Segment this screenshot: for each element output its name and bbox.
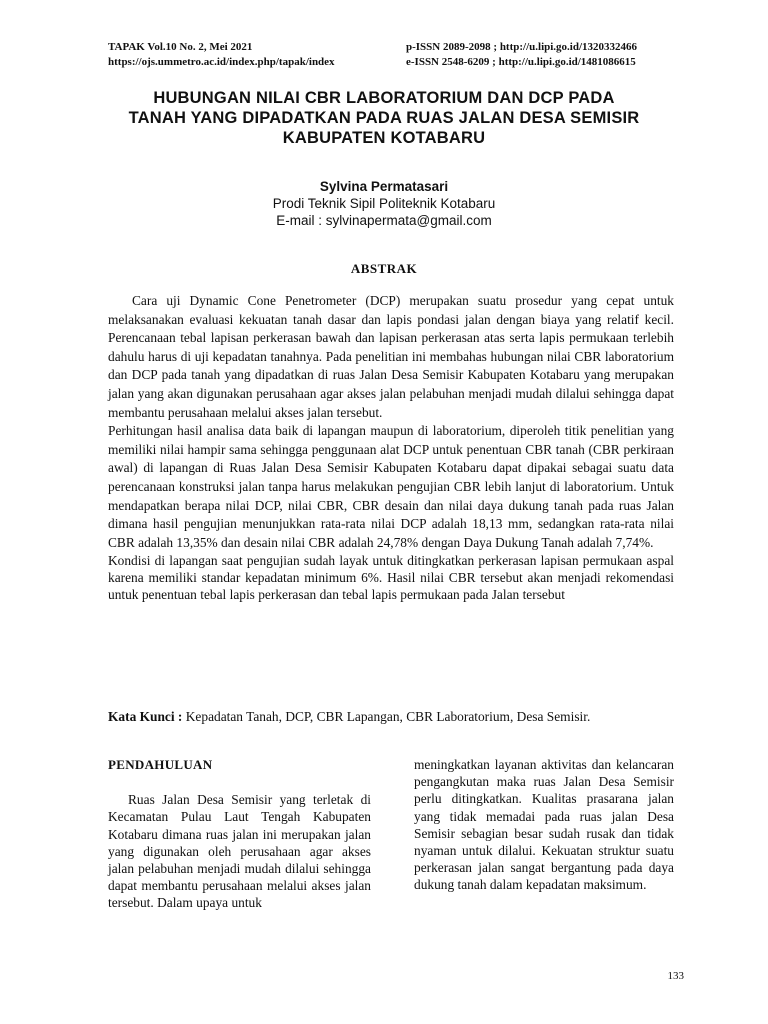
intro-paragraph-right: meningkatkan layanan aktivitas dan kelancaran pengangkutan maka ruas Jalan Desa Semisir perlu ditingkatkan. Kualitas prasarana jalan yang tidak memadai pada ruas jalan Desa Semisir sebagian besar sudah rusak dan tidak nyaman untuk dilalui. Kekuatan struktur suatu perkerasan jalan sangat bergantung pada daya dukung tanah dalam kepadatan maksimum. bbox=[414, 757, 674, 893]
page-number: 133 bbox=[667, 970, 684, 982]
keywords-text: Kepadatan Tanah, DCP, CBR Lapangan, CBR Laboratorium, Desa Semisir. bbox=[182, 709, 591, 724]
author-name: Sylvina Permatasari bbox=[319, 179, 449, 194]
journal-header bbox=[108, 40, 676, 70]
abstract-heading: ABSTRAK bbox=[350, 261, 418, 276]
abstract-paragraph-3: Kondisi di lapangan saat pengujian sudah layak untuk ditingkatkan perkerasan lapisan permukaan aspal karena memiliki standar kepadatan minimum 6%. Hasil nilai CBR tersebut akan menjadi rekomendasi untuk penentuan tebal lapis perkerasan dan tebal lapis permukaan pada Jalan tersebut bbox=[108, 553, 674, 603]
intro-paragraph-left: Ruas Jalan Desa Semisir yang terletak di Kecamatan Pulau Laut Tengah Kabupaten Kotabaru dimana ruas jalan ini merupakan jalan yang digunakan oleh perusahaan agar akses jalan pelabuhan menjadi mudah dilalui sehingga dapat membantu perusahaan melalui akses jalan tersebut. Dalam upaya untuk bbox=[108, 792, 371, 911]
abstract-paragraph-1: Cara uji Dynamic Cone Penetrometer (DCP) merupakan suatu prosedur yang cepat untuk melaksanakan evaluasi kekuatan tanah dasar dan lapis pondasi jalan dengan biaya yang relatif kecil. Perencanaan tebal lapisan perkerasan bawah dan lapisan perkerasan atas serta lapis permukaan terlebih dahulu harus di uji kepadatan tanahnya. Pada penelitian ini membahas hubungan nilai CBR laboratorium dan DCP pada tanah yang dipadatkan di ruas Jalan Desa Semisir Kabupaten Kotabaru yang merupakan jalan yang akan digunakan perusahaan agar akses jalan pelabuhan menjadi mudah dilalui sehingga dapat membantu perusahaan melalui akses jalan tersebut. bbox=[108, 293, 674, 420]
journal-issue: TAPAK Vol.10 No. 2, Mei 2021 bbox=[108, 41, 253, 53]
journal-url: https://ojs.ummetro.ac.id/index.php/tapak/index bbox=[108, 56, 335, 68]
author-email: E-mail : sylvinapermata@gmail.com bbox=[276, 213, 492, 228]
title-line-1: HUBUNGAN NILAI CBR LABORATORIUM DAN DCP PADA bbox=[153, 89, 615, 107]
pissn: p-ISSN 2089-2098 ; http://u.lipi.go.id/1320332466 bbox=[406, 41, 638, 53]
author-affiliation: Prodi Teknik Sipil Politeknik Kotabaru bbox=[272, 196, 496, 211]
eissn: e-ISSN 2548-6209 ; http://u.lipi.go.id/1481086615 bbox=[406, 56, 636, 68]
author-block bbox=[0, 178, 768, 229]
paper-title bbox=[100, 88, 668, 148]
abstract-paragraph-2: Perhitungan hasil analisa data baik di lapangan maupun di laboratorium, diperoleh titik penelitian yang memiliki nilai hampir sama sehingga penggunaan alat DCP untuk penentuan CBR tanah (CBR perkiraan awal) di lapangan di Ruas Jalan Desa Semisir Kabupaten Kotabaru dapat dipakai sebagai suatu data perencanaan konstruksi jalan tanpa harus melakukan pengujian CBR lebih lanjut di laboratorium. Untuk mendapatkan berapa nilai DCP, nilai CBR, CBR desain dan nilai daya dukung tanah pada ruas Jalan dimana hasil pengujian menunjukkan rata-rata nilai DCP adalah 18,13 mm, sedangkan rata-rata nilai CBR adalah 13,35% dan desain nilai CBR adalah 24,78% dengan Daya Dukung Tanah adalah 7,74%. bbox=[108, 423, 674, 550]
abstract-body bbox=[108, 292, 674, 603]
right-column bbox=[414, 756, 674, 894]
left-column bbox=[108, 756, 371, 912]
keywords bbox=[108, 708, 674, 726]
section-heading-pendahuluan: PENDAHULUAN bbox=[108, 757, 213, 772]
keywords-label: Kata Kunci : bbox=[108, 709, 183, 724]
title-line-3: KABUPATEN KOTABARU bbox=[282, 129, 486, 147]
title-line-2: TANAH YANG DIPADATKAN PADA RUAS JALAN DESA SEMISIR bbox=[128, 109, 640, 127]
